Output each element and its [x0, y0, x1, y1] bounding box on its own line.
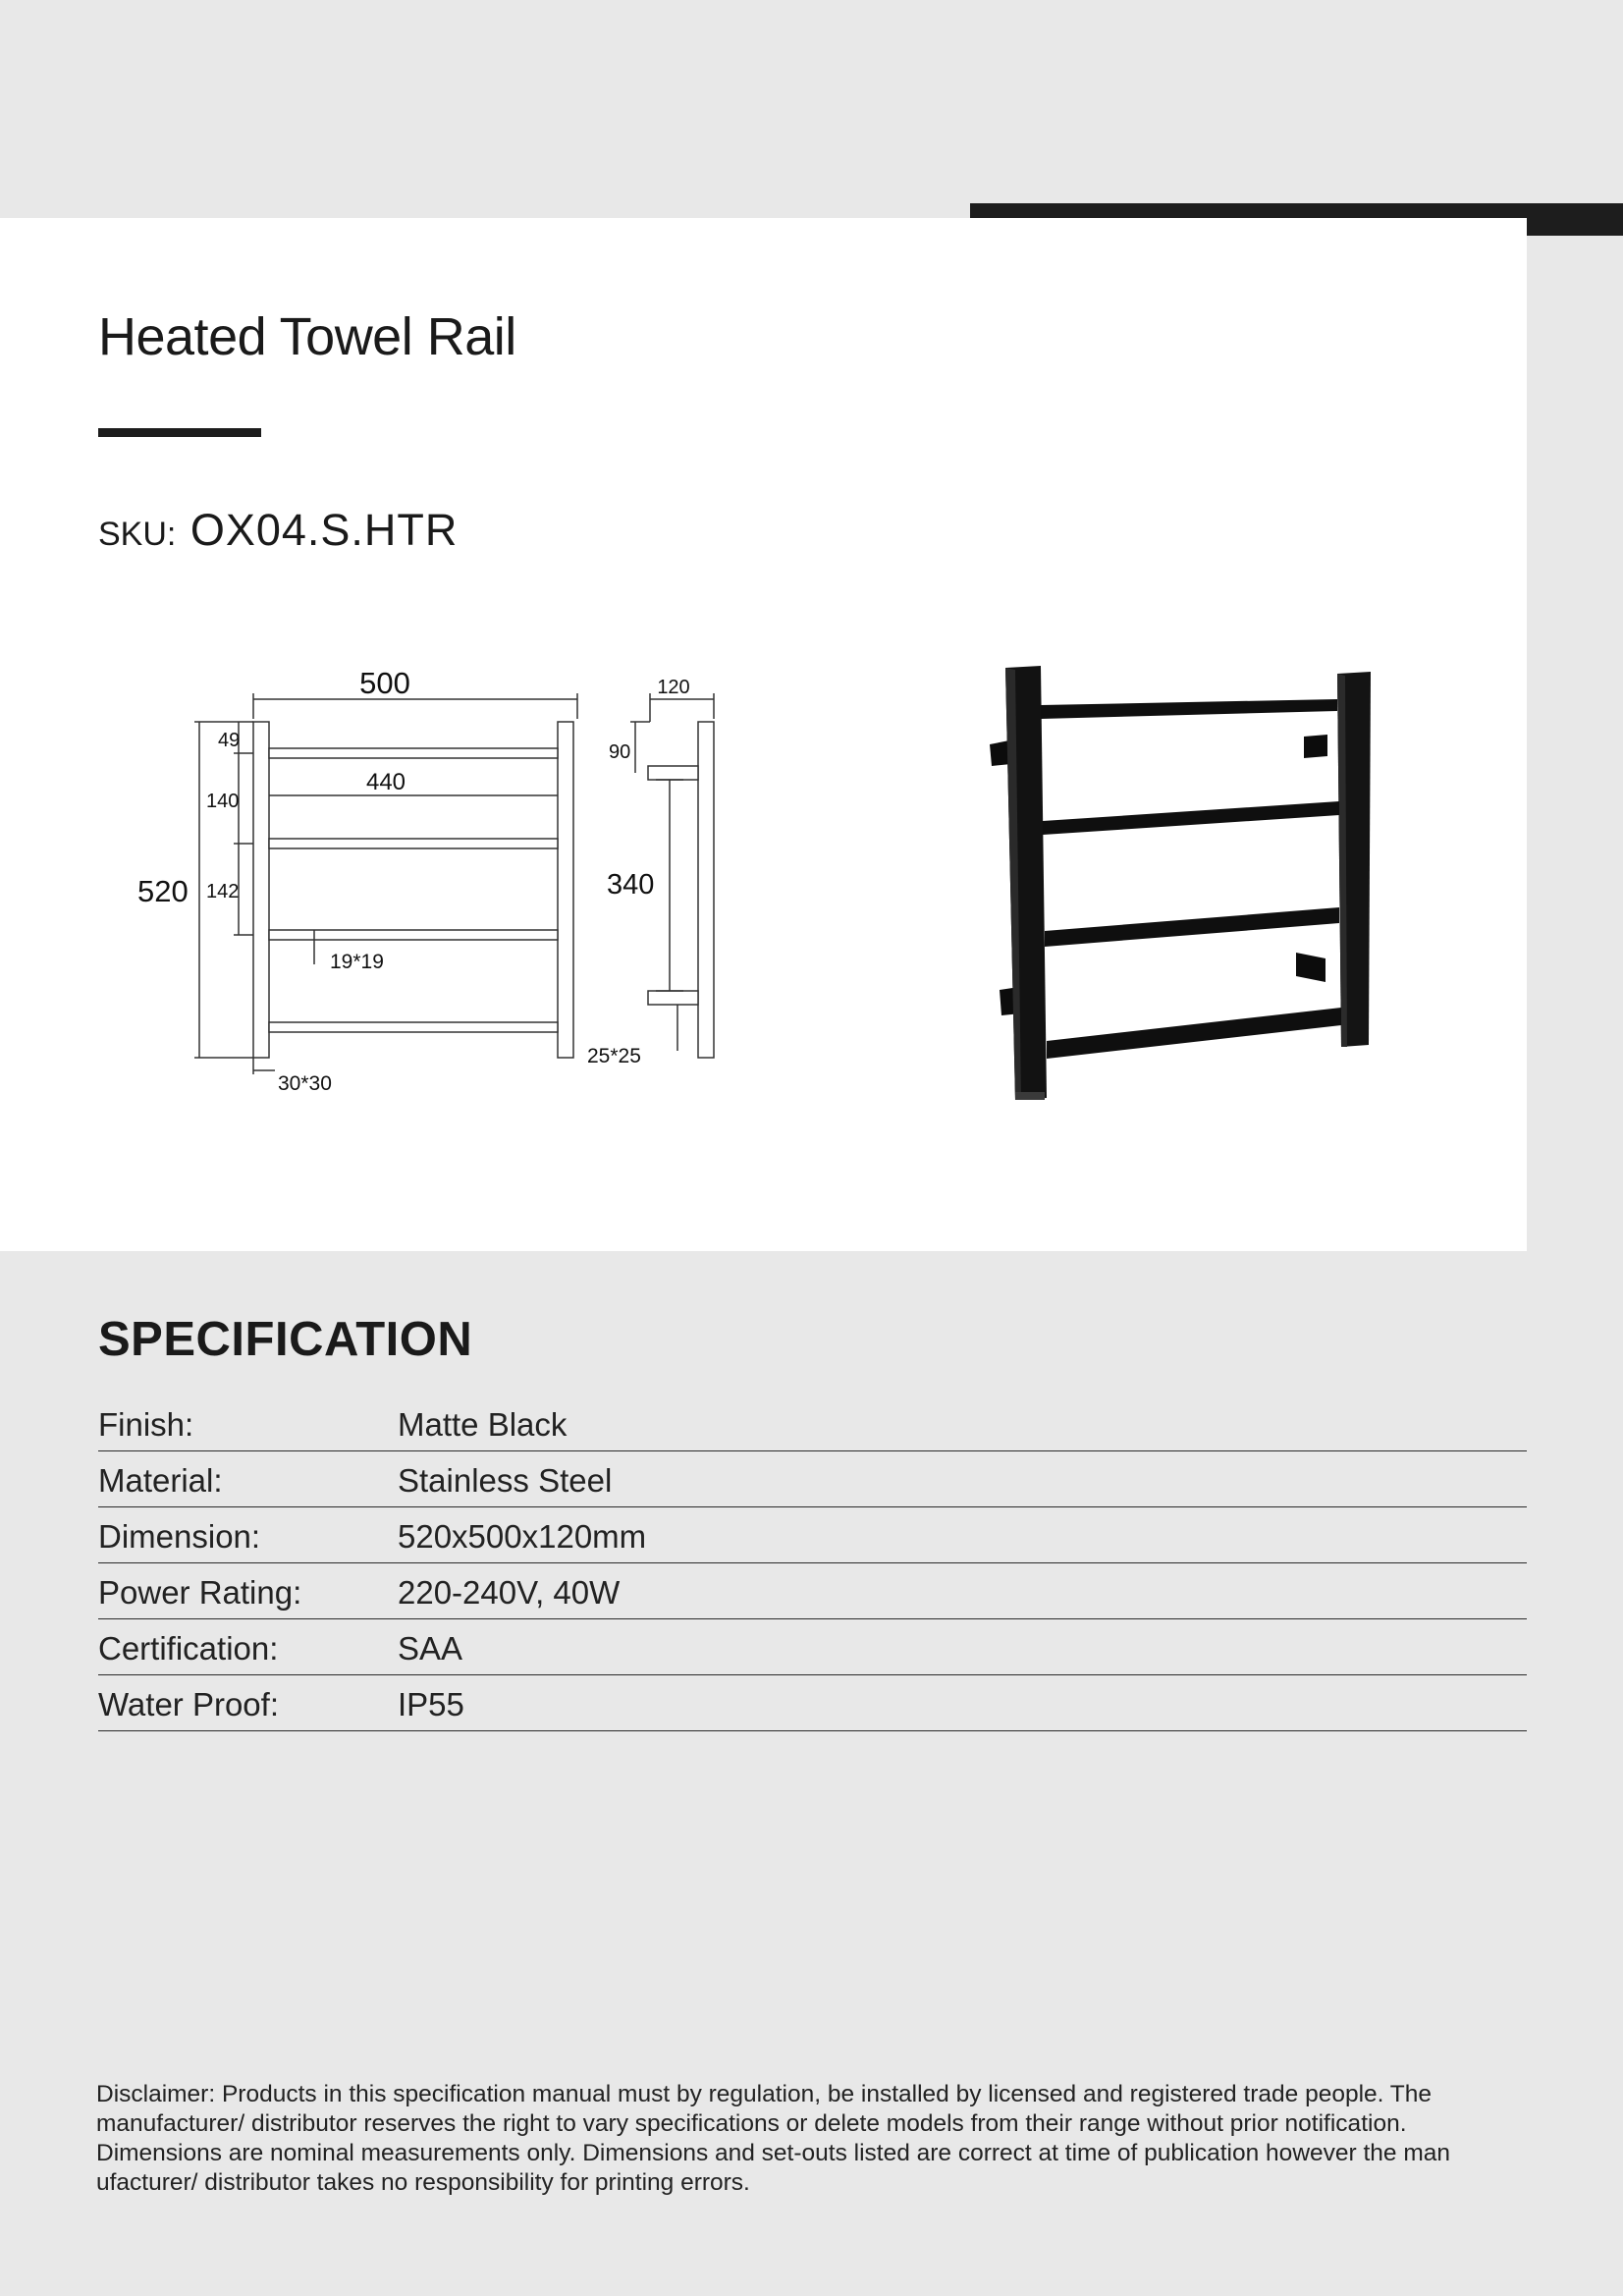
spec-value: IP55 — [398, 1686, 464, 1722]
spec-label: Certification: — [98, 1630, 279, 1667]
dim-bracket-size: 25*25 — [587, 1045, 641, 1067]
dim-top-gap: 49 — [218, 730, 241, 751]
dim-bar-size: 19*19 — [330, 951, 384, 973]
rail-bar-1 — [1041, 699, 1337, 719]
dim-width: 500 — [359, 666, 410, 700]
spec-row-power-rating — [98, 1564, 1527, 1619]
top-bracket — [648, 766, 698, 780]
sku-line — [98, 505, 458, 556]
technical-drawing — [128, 658, 736, 1110]
bracket-top-right — [1304, 735, 1327, 758]
spec-value: Stainless Steel — [398, 1462, 613, 1499]
dim-inner-width: 440 — [365, 769, 406, 795]
specification-table — [98, 1396, 1527, 1732]
right-post — [558, 722, 573, 1058]
dim-height: 520 — [137, 874, 189, 908]
bar-4 — [269, 1022, 558, 1032]
side-post — [698, 722, 714, 1058]
spec-value: Matte Black — [398, 1406, 568, 1443]
sku-value: OX04.S.HTR — [189, 505, 459, 555]
spec-row-certification — [98, 1620, 1527, 1675]
disclaimer-text: Disclaimer: Products in this specification manual must by regulation, be installed by licensed and registered trade people. The manufacturer/ distributor reserves the right to vary specifications or delete models from their range without prior notification. Dimensions are nominal measurements only. Dimensions and set-outs listed are correct at time of publication however the man ufacturer/ distributor takes no responsibility for printing errors. — [96, 2081, 1450, 2196]
dim-gap-1: 140 — [206, 791, 240, 812]
spec-row-dimension — [98, 1508, 1527, 1563]
dim-gap-2: 142 — [206, 881, 240, 902]
spec-label: Finish: — [98, 1406, 194, 1443]
title-underline — [98, 428, 261, 437]
bar-1 — [269, 748, 558, 758]
rail-bar-2 — [1043, 801, 1339, 835]
rail-bar-4 — [1047, 1008, 1341, 1059]
bracket-bottom-right — [1296, 953, 1325, 982]
spec-row-finish — [98, 1396, 1527, 1451]
dim-depth: 120 — [657, 677, 690, 698]
dim-bracket-spacing: 340 — [607, 869, 655, 901]
spec-label: Material: — [98, 1462, 223, 1499]
left-post — [253, 722, 269, 1058]
spec-label: Water Proof: — [98, 1686, 279, 1722]
spec-value: 520x500x120mm — [398, 1518, 647, 1555]
dim-post-size: 30*30 — [278, 1072, 332, 1095]
spec-value: 220-240V, 40W — [398, 1574, 621, 1611]
specification-heading: SPECIFICATION — [98, 1313, 473, 1366]
bar-3 — [269, 930, 558, 940]
product-photo — [972, 648, 1394, 1110]
page-title: Heated Towel Rail — [98, 307, 516, 366]
spec-row-water-proof — [98, 1676, 1527, 1731]
bottom-bracket — [648, 991, 698, 1005]
spec-value: SAA — [398, 1630, 463, 1667]
spec-row-material — [98, 1452, 1527, 1507]
spec-label: Power Rating: — [98, 1574, 302, 1611]
sku-label: SKU: — [98, 516, 177, 553]
rail-bar-3 — [1045, 907, 1339, 947]
bar-2 — [269, 839, 558, 848]
dim-wall-offset: 90 — [609, 741, 631, 763]
spec-label: Dimension: — [98, 1518, 261, 1555]
